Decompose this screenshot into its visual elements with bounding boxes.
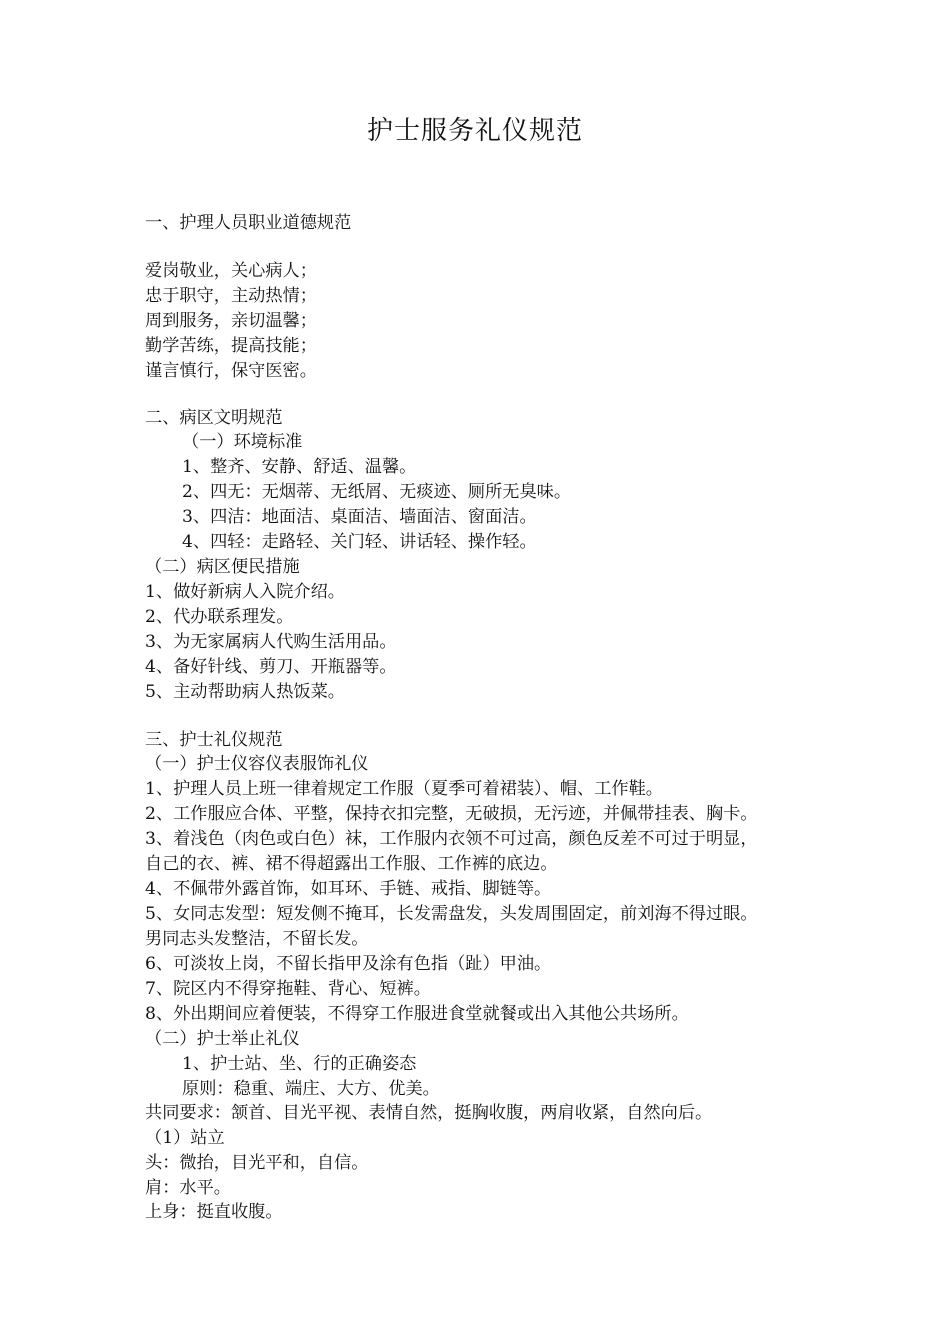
list-item: 5、女同志发型：短发侧不掩耳，长发需盘发，头发周围固定，前刘海不得过眼。 bbox=[145, 904, 758, 924]
list-item: 1、护理人员上班一律着规定工作服（夏季可着裙装）、帽、工作鞋。 bbox=[145, 779, 663, 799]
list-item: 1、整齐、安静、舒适、温馨。 bbox=[182, 457, 417, 477]
list-item: 男同志头发整洁，不留长发。 bbox=[145, 929, 369, 949]
list-item: 2、工作服应合体、平整，保持衣扣完整，无破损，无污迹，并佩带挂表、胸卡。 bbox=[145, 804, 758, 824]
list-item: 谨言慎行，保守医密。 bbox=[145, 361, 317, 381]
subsection-heading: （一）护士仪容仪表服饰礼仪 bbox=[145, 754, 369, 774]
list-item: 头：微抬，目光平和，自信。 bbox=[145, 1153, 369, 1173]
list-item: 2、代办联系理发。 bbox=[145, 607, 294, 627]
subsection-heading: （一）环境标准 bbox=[182, 432, 303, 452]
list-item: 1、护士站、坐、行的正确姿态 bbox=[182, 1054, 417, 1074]
list-item: 2、四无：无烟蒂、无纸屑、无痰迹、厕所无臭味。 bbox=[182, 482, 572, 502]
document-title: 护士服务礼仪规范 bbox=[366, 116, 583, 146]
section-heading: 二、病区文明规范 bbox=[145, 408, 283, 428]
section-heading: 一、护理人员职业道德规范 bbox=[145, 213, 352, 233]
list-item: 6、可淡妆上岗，不留长指甲及涂有色指（趾）甲油。 bbox=[145, 954, 552, 974]
list-item: 肩：水平。 bbox=[145, 1178, 231, 1198]
subsection-heading: （1）站立 bbox=[145, 1128, 225, 1148]
list-item: 8、外出期间应着便装，不得穿工作服进食堂就餐或出入其他公共场所。 bbox=[145, 1004, 689, 1024]
list-item: 爱岗敬业，关心病人； bbox=[145, 261, 317, 281]
common-requirement-text: 共同要求：颔首、目光平视、表情自然，挺胸收腹，两肩收紧，自然向后。 bbox=[145, 1103, 713, 1123]
list-item: 4、不佩带外露首饰，如耳环、手链、戒指、脚链等。 bbox=[145, 879, 552, 899]
section-heading: 三、护士礼仪规范 bbox=[145, 730, 283, 750]
list-item: 1、做好新病人入院介绍。 bbox=[145, 582, 345, 602]
list-item: 勤学苦练，提高技能； bbox=[145, 336, 317, 356]
list-item: 4、四轻：走路轻、关门轻、讲话轻、操作轻。 bbox=[182, 532, 537, 552]
subsection-heading: （二）病区便民措施 bbox=[145, 557, 300, 577]
list-item: 周到服务，亲切温馨； bbox=[145, 311, 317, 331]
list-item: 5、主动帮助病人热饭菜。 bbox=[145, 682, 345, 702]
list-item: 7、院区内不得穿拖鞋、背心、短裤。 bbox=[145, 979, 431, 999]
list-item: 3、为无家属病人代购生活用品。 bbox=[145, 632, 397, 652]
list-item: 3、四洁：地面洁、桌面洁、墙面洁、窗面洁。 bbox=[182, 507, 537, 527]
principle-text: 原则：稳重、端庄、大方、优美。 bbox=[182, 1079, 440, 1099]
list-item: 忠于职守，主动热情； bbox=[145, 286, 317, 306]
list-item: 4、备好针线、剪刀、开瓶器等。 bbox=[145, 657, 397, 677]
list-item: 自己的衣、裤、裙不得超露出工作服、工作裤的底边。 bbox=[145, 854, 558, 874]
subsection-heading: （二）护士举止礼仪 bbox=[145, 1029, 300, 1049]
list-item: 上身：挺直收腹。 bbox=[145, 1202, 283, 1222]
list-item: 3、着浅色（肉色或白色）袜，工作服内衣领不可过高，颜色反差不可过于明显， bbox=[145, 829, 758, 849]
